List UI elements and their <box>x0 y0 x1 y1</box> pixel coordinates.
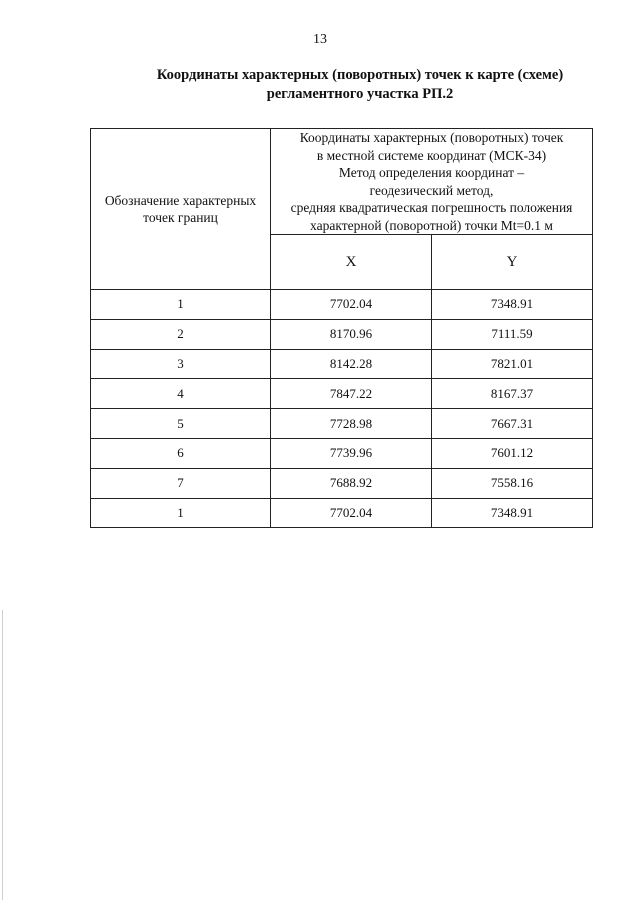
table-row <box>91 290 593 320</box>
header-right-line-1: Координаты характерных (поворотных) точек <box>299 130 564 145</box>
cell-point: 4 <box>91 379 271 409</box>
header-point-designation <box>91 129 271 290</box>
header-coordinates-description <box>271 129 593 235</box>
cell-y: 7667.31 <box>432 409 593 439</box>
table-header-row <box>91 129 593 235</box>
cell-x: 7702.04 <box>271 290 432 320</box>
cell-y: 8167.37 <box>432 379 593 409</box>
cell-x: 8170.96 <box>271 319 432 349</box>
header-x: X <box>271 235 432 290</box>
cell-x: 7688.92 <box>271 468 432 498</box>
cell-point: 1 <box>91 498 271 528</box>
cell-y: 7601.12 <box>432 438 593 468</box>
header-left-line-2: точек границ <box>143 210 218 225</box>
cell-y: 7821.01 <box>432 349 593 379</box>
coordinates-table <box>90 128 593 528</box>
scan-margin-line <box>2 610 3 900</box>
document-title <box>120 66 600 104</box>
cell-y: 7348.91 <box>432 290 593 320</box>
table-row <box>91 468 593 498</box>
table-row <box>91 349 593 379</box>
header-y: Y <box>432 235 593 290</box>
header-right-line-4: геодезический метод, <box>369 182 494 198</box>
header-right-line-5: средняя квадратическая погрешность положения <box>290 200 573 215</box>
table-row <box>91 438 593 468</box>
header-right-line-6: характерной (поворотной) точки Mt=0.1 м <box>310 217 553 233</box>
header-left-line-1: Обозначение характерных <box>104 193 257 208</box>
cell-point: 2 <box>91 319 271 349</box>
cell-point: 7 <box>91 468 271 498</box>
cell-point: 3 <box>91 349 271 379</box>
cell-x: 8142.28 <box>271 349 432 379</box>
cell-point: 1 <box>91 290 271 320</box>
table-row <box>91 319 593 349</box>
title-line-2: регламентного участка РП.2 <box>266 86 454 102</box>
table-row <box>91 498 593 528</box>
cell-y: 7348.91 <box>432 498 593 528</box>
cell-y: 7558.16 <box>432 468 593 498</box>
cell-x: 7702.04 <box>271 498 432 528</box>
cell-x: 7728.98 <box>271 409 432 439</box>
page-number: 13 <box>313 32 327 47</box>
table-row <box>91 409 593 439</box>
header-right-line-2: в местной системе координат (МСК-34) <box>316 147 547 163</box>
cell-x: 7847.22 <box>271 379 432 409</box>
cell-point: 5 <box>91 409 271 439</box>
header-right-line-3: Метод определения координат – <box>338 165 525 180</box>
cell-y: 7111.59 <box>432 319 593 349</box>
cell-x: 7739.96 <box>271 438 432 468</box>
cell-point: 6 <box>91 438 271 468</box>
title-line-1: Координаты характерных (поворотных) точек к карте (схеме) <box>156 67 564 83</box>
table-row <box>91 379 593 409</box>
